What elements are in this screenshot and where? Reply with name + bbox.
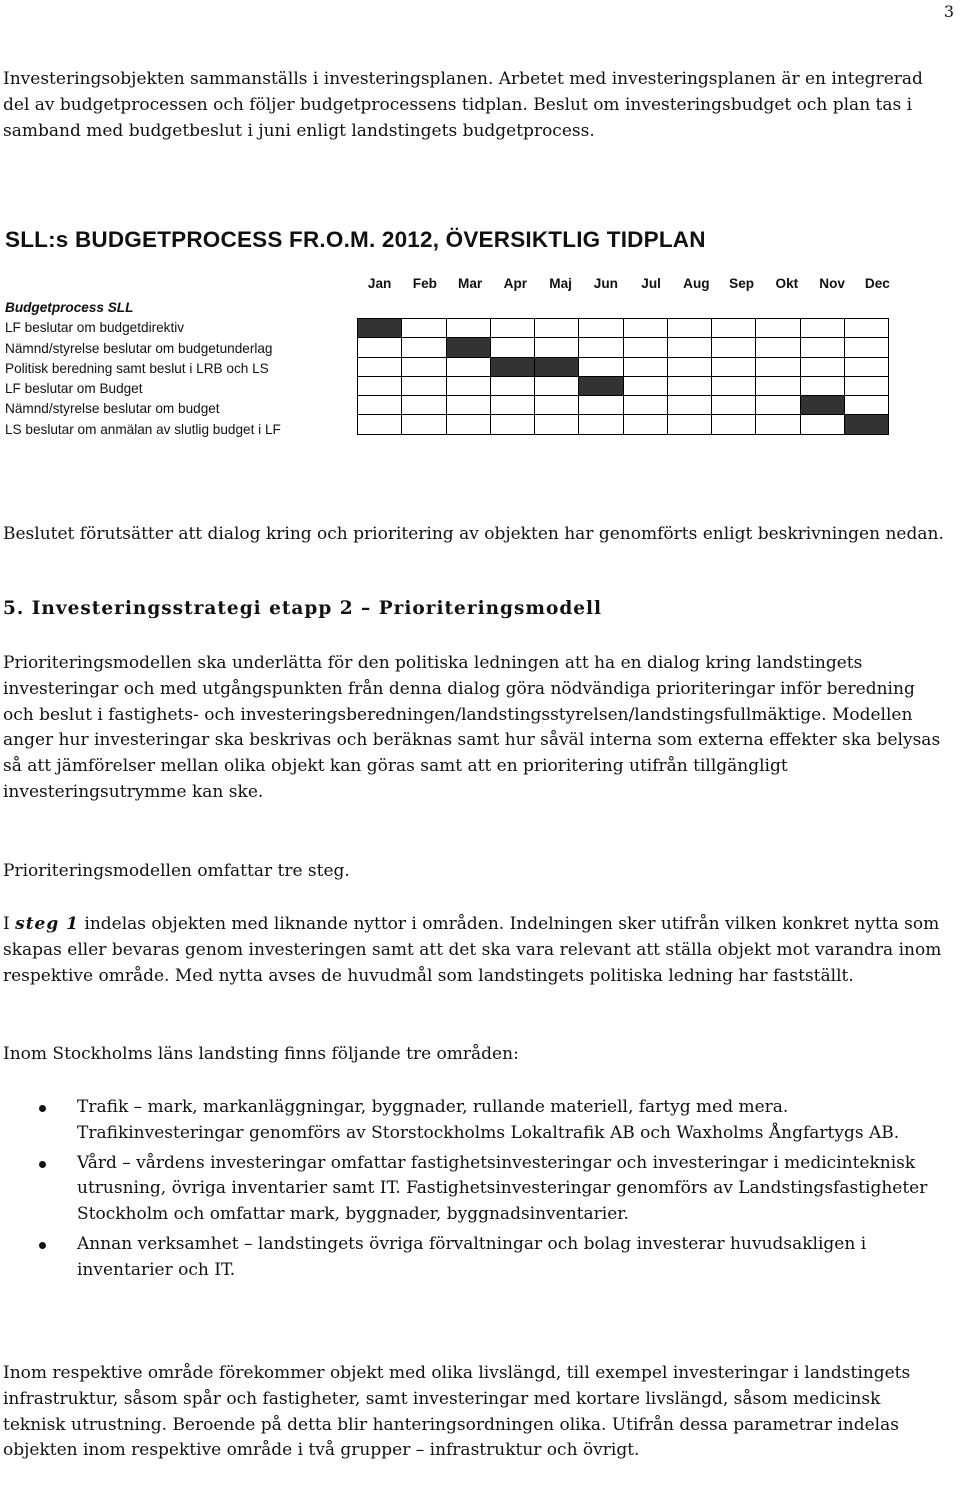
timeline-cell bbox=[535, 415, 579, 434]
timeline-cell-active bbox=[800, 396, 844, 415]
timeline-row bbox=[358, 396, 889, 415]
timeline-month-header bbox=[357, 276, 900, 291]
timeline-cell bbox=[535, 376, 579, 395]
month-label: Feb bbox=[412, 276, 437, 291]
timeline-cell bbox=[667, 376, 711, 395]
timeline-cell bbox=[446, 396, 490, 415]
timeline-cell bbox=[402, 338, 446, 357]
timeline-cell bbox=[402, 357, 446, 376]
timeline-cell bbox=[358, 415, 402, 434]
timeline-cell bbox=[712, 415, 756, 434]
month-label: Jun bbox=[593, 276, 618, 291]
timeline-cell bbox=[800, 357, 844, 376]
timeline-row bbox=[358, 415, 889, 434]
timeline-cell bbox=[402, 376, 446, 395]
timeline-cell bbox=[800, 319, 844, 338]
timeline-cell bbox=[446, 415, 490, 434]
omrade-list-item bbox=[0, 1095, 945, 1147]
steg1-emphasis: steg 1 bbox=[15, 914, 79, 934]
timeline-cell bbox=[712, 396, 756, 415]
timeline-cell bbox=[402, 319, 446, 338]
timeline-row-labels bbox=[5, 298, 281, 440]
timeline-cell bbox=[844, 319, 888, 338]
timeline-cell bbox=[667, 396, 711, 415]
timeline-cell bbox=[756, 357, 800, 376]
timeline-row bbox=[358, 357, 889, 376]
timeline-cell bbox=[490, 376, 534, 395]
month-label: Aug bbox=[683, 276, 710, 291]
timeline-cell bbox=[358, 357, 402, 376]
timeline-cell bbox=[446, 319, 490, 338]
intro-paragraph: Investeringsobjekten sammanställs i investeringsplanen. Arbetet med investeringsplanen är en integrerad del av budgetprocessen och följer budgetprocessens tidplan. Beslut om investeringsbudget och plan tas i samband med budgetbeslut i juni enligt landstingets budgetprocess. bbox=[3, 69, 923, 141]
timeline-cell bbox=[358, 396, 402, 415]
livslangd-paragraph: Inom respektive område förekommer objekt med olika livslängd, till exempel investeringar i landstingets infrastruktur, såsom spår och fastigheter, samt investeringar med kortare livslängd, såsom medicinsk teknisk utrustning. Beroende på detta blir hanteringsordningen olika. Utifrån dessa parametrar indelas objekten inom respektive område i två grupper – infrastruktur och övrigt. bbox=[3, 1363, 911, 1461]
omrade-text: – vårdens investeringar omfattar fastighetsinvesteringar och investeringar i medicinteknisk utrusning, övriga inventarier samt IT. Fastighetsinvesteringar genomförs av Landstingsfastigheter Stockholm och omfattar mark, byggnader, byggnadsinventarier. bbox=[77, 1152, 928, 1225]
timeline-cell bbox=[579, 415, 623, 434]
timeline-cell bbox=[358, 338, 402, 357]
month-label: Apr bbox=[503, 276, 528, 291]
timeline-cell bbox=[446, 376, 490, 395]
timeline-cell bbox=[756, 319, 800, 338]
timeline-cell bbox=[756, 338, 800, 357]
timeline-cell-active bbox=[490, 357, 534, 376]
section-heading: 5. Investeringsstrategi etapp 2 – Prioriteringsmodell bbox=[3, 598, 603, 619]
timeline-cell bbox=[535, 319, 579, 338]
timeline-row bbox=[358, 376, 889, 395]
tre-steg-paragraph: Prioriteringsmodellen omfattar tre steg. bbox=[3, 861, 350, 881]
timeline-cell bbox=[490, 338, 534, 357]
timeline-cell bbox=[667, 357, 711, 376]
month-label: Jul bbox=[641, 276, 661, 291]
timeline-cell bbox=[579, 357, 623, 376]
steg1-pre: I bbox=[3, 914, 16, 934]
timeline-row-label: LF beslutar om budgetdirektiv bbox=[5, 320, 185, 336]
timeline-cell bbox=[712, 376, 756, 395]
timeline-cell bbox=[844, 357, 888, 376]
steg1-post: indelas objekten med liknande nyttor i områden. Indelningen sker utifrån vilken konkret nytta som skapas eller bevaras genom investeringen samt att det ska vara relevant att ställa objekt mot varandra inom respektive område. Med nytta avses de huvudmål som landstingets politiska ledning har fastställt. bbox=[3, 914, 942, 986]
timeline-cell bbox=[623, 396, 667, 415]
timeline-cell bbox=[667, 338, 711, 357]
timeline-cell bbox=[535, 338, 579, 357]
timeline-cell bbox=[844, 396, 888, 415]
timeline-cell bbox=[844, 376, 888, 395]
prioriteringsmodell-paragraph: Prioriteringsmodellen ska underlätta för den politiska ledningen att ha en dialog kring landstingets investeringar och med utgångspunkten från denna dialog göra nödvändiga prioriteringar inför beredning och beslut i fastighets- och investeringsberedningen/landstingsstyrelsen/landstingsfullmäktige. Modellen anger hur investeringar ska beskrivas och beräknas samt hur såväl interna som externa effekter ska belysas så att jämförelser mellan olika objekt kan göras samt att en prioritering utifrån tillgängligt investeringsutrymme kan ske. bbox=[3, 653, 941, 802]
omrade-term: Vård bbox=[77, 1152, 117, 1173]
omrade-text: – landstingets övriga förvaltningar och bolag investerar huvudsakligen i inventarier och IT. bbox=[77, 1233, 867, 1280]
timeline-cell bbox=[579, 338, 623, 357]
timeline-cell bbox=[623, 319, 667, 338]
timeline-cell bbox=[623, 415, 667, 434]
month-label: Maj bbox=[549, 276, 572, 291]
timeline-row bbox=[358, 319, 889, 338]
timeline-row bbox=[358, 338, 889, 357]
omrade-text: – mark, markanläggningar, byggnader, rullande materiell, fartyg med mera. Trafikinvesteringar genomförs av Storstockholms Lokaltrafik AB och Waxholms Ångfartygs AB. bbox=[77, 1097, 900, 1143]
timeline-cell bbox=[712, 338, 756, 357]
timeline-cell bbox=[667, 415, 711, 434]
month-label: Dec bbox=[864, 276, 890, 291]
timeline-row-label: Nämnd/styrelse beslutar om budgetunderlag bbox=[5, 340, 273, 356]
timeline-cell bbox=[844, 338, 888, 357]
timeline-cell bbox=[490, 319, 534, 338]
timeline-row-label: LS beslutar om anmälan av slutlig budget i LF bbox=[5, 421, 281, 437]
omrade-list-item bbox=[0, 1232, 945, 1284]
timeline-cell bbox=[402, 415, 446, 434]
page-number: 3 bbox=[943, 2, 954, 21]
bullet-icon bbox=[39, 1161, 46, 1168]
timeline-cell bbox=[800, 338, 844, 357]
timeline-cell bbox=[358, 376, 402, 395]
timeline-row-label: Politisk beredning samt beslut i LRB och LS bbox=[5, 360, 269, 376]
omrade-term: Trafik bbox=[77, 1097, 129, 1117]
timeline-cell-active bbox=[844, 415, 888, 434]
timeline-cell bbox=[756, 415, 800, 434]
timeline-cell bbox=[623, 357, 667, 376]
bullet-icon bbox=[39, 1105, 46, 1112]
omraden-paragraph: Inom Stockholms läns landsting finns följande tre områden: bbox=[3, 1044, 519, 1064]
month-label: Sep bbox=[729, 276, 755, 291]
timeline-cell bbox=[712, 357, 756, 376]
timeline-cell bbox=[623, 376, 667, 395]
timeline-cell bbox=[490, 415, 534, 434]
omraden-list bbox=[0, 1095, 945, 1288]
timeline-cell-active bbox=[358, 319, 402, 338]
timeline-cell bbox=[623, 338, 667, 357]
omrade-term: Annan verksamhet bbox=[77, 1233, 239, 1254]
month-label: Okt bbox=[775, 276, 799, 291]
timeline-header-label: Budgetprocess SLL bbox=[5, 300, 134, 315]
timeline-cell bbox=[800, 376, 844, 395]
timeline-cell bbox=[402, 396, 446, 415]
omrade-list-item bbox=[0, 1151, 945, 1228]
timeline-cell-active bbox=[446, 338, 490, 357]
bullet-icon bbox=[39, 1242, 46, 1249]
timeline-cell bbox=[800, 415, 844, 434]
timeline-cell-active bbox=[579, 376, 623, 395]
beslutet-paragraph: Beslutet förutsätter att dialog kring och prioritering av objekten har genomförts enligt beskrivningen nedan. bbox=[3, 524, 944, 544]
timeline-cell bbox=[579, 396, 623, 415]
timeline-cell bbox=[712, 319, 756, 338]
steg1-paragraph bbox=[3, 912, 948, 989]
timeline-cell-active bbox=[535, 357, 579, 376]
timeline-title: SLL:s BUDGETPROCESS FR.O.M. 2012, ÖVERSIKTLIG TIDPLAN bbox=[5, 227, 706, 252]
timeline-cell bbox=[756, 396, 800, 415]
timeline-cell bbox=[667, 319, 711, 338]
timeline-row-label: LF beslutar om Budget bbox=[5, 381, 143, 397]
timeline-cell bbox=[579, 319, 623, 338]
timeline-cell bbox=[490, 396, 534, 415]
month-label: Nov bbox=[819, 276, 845, 291]
timeline-row-label: Nämnd/styrelse beslutar om budget bbox=[5, 401, 220, 417]
month-label: Jan bbox=[367, 276, 392, 291]
timeline-cell bbox=[756, 376, 800, 395]
timeline-cell bbox=[446, 357, 490, 376]
month-label: Mar bbox=[458, 276, 483, 291]
timeline-cell bbox=[535, 396, 579, 415]
timeline-grid bbox=[357, 318, 889, 435]
